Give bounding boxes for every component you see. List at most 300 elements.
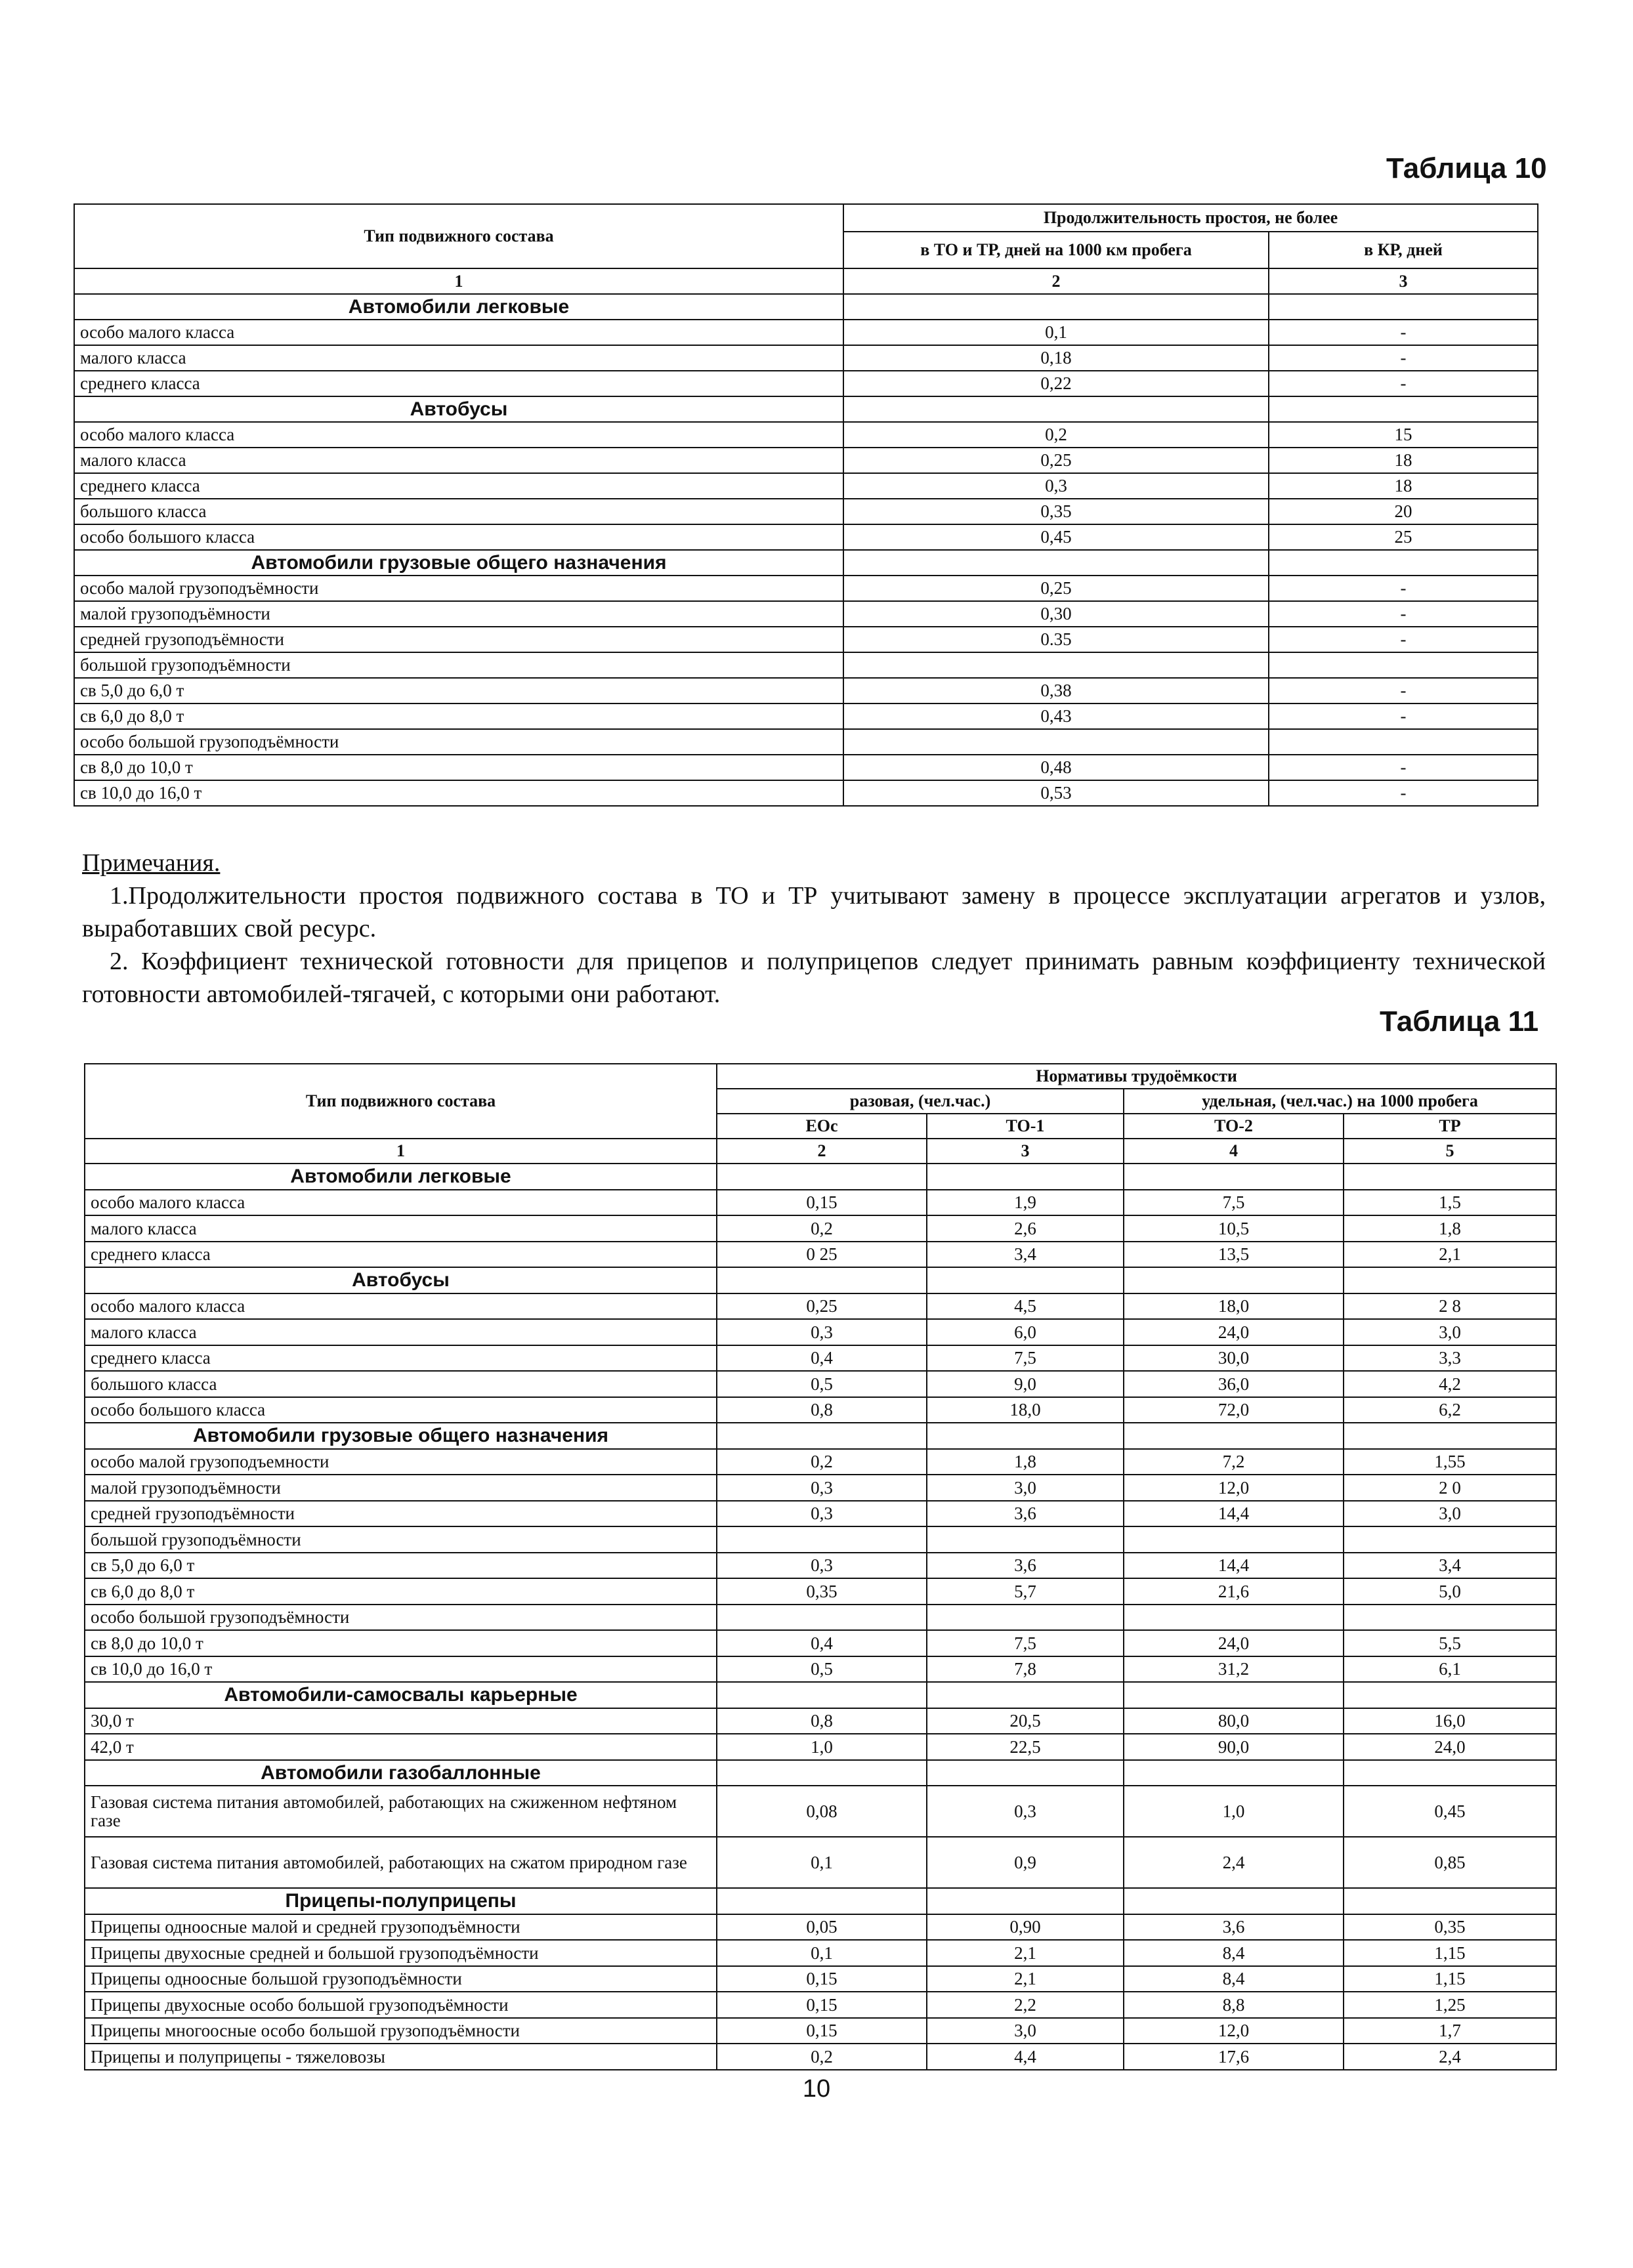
row-name: Прицепы одноосные большой грузоподъёмности xyxy=(85,1966,717,1992)
table-row xyxy=(85,1501,1556,1527)
cell-to2: 8,4 xyxy=(1124,1966,1344,1992)
cell-to1 xyxy=(927,1605,1124,1631)
table-row xyxy=(85,1630,1556,1656)
cell-kr: 15 xyxy=(1269,422,1538,448)
section-row xyxy=(85,1164,1556,1190)
cell-eo: 0,15 xyxy=(717,2018,927,2044)
empty-cell xyxy=(1344,1164,1556,1190)
cell-tr: 1,25 xyxy=(1344,1992,1556,2018)
cell-tr: 2 0 xyxy=(1344,1475,1556,1501)
cell-to2: 72,0 xyxy=(1124,1397,1344,1423)
cell-to2: 36,0 xyxy=(1124,1371,1344,1397)
empty-cell xyxy=(843,550,1269,576)
row-name: большого класса xyxy=(74,499,843,524)
row-name: особо малого класса xyxy=(74,422,843,448)
cell-to2: 21,6 xyxy=(1124,1578,1344,1605)
cell-to-tr: 0,25 xyxy=(843,576,1269,601)
empty-cell xyxy=(1124,1267,1344,1293)
cell-to2: 10,5 xyxy=(1124,1215,1344,1242)
row-name: св 6,0 до 8,0 т xyxy=(85,1578,717,1605)
cell-to1: 2,2 xyxy=(927,1992,1124,2018)
row-name: средней грузоподъёмности xyxy=(85,1501,717,1527)
t10-colnum-1: 1 xyxy=(74,268,843,294)
cell-to2: 7,5 xyxy=(1124,1190,1344,1216)
empty-cell xyxy=(717,1682,927,1708)
notes-title: Примечания. xyxy=(82,849,221,877)
t10-colnum-3: 3 xyxy=(1269,268,1538,294)
empty-cell xyxy=(717,1423,927,1449)
cell-tr: 0,35 xyxy=(1344,1914,1556,1941)
cell-eo: 0 25 xyxy=(717,1242,927,1268)
cell-tr: 1,55 xyxy=(1344,1449,1556,1475)
row-name: особо малой грузоподъемности xyxy=(85,1449,717,1475)
empty-cell xyxy=(1344,1423,1556,1449)
cell-to1: 4,5 xyxy=(927,1293,1124,1320)
cell-to-tr: 0,2 xyxy=(843,422,1269,448)
row-name: св 10,0 до 16,0 т xyxy=(85,1656,717,1683)
cell-to1: 7,5 xyxy=(927,1345,1124,1372)
cell-eo: 0,2 xyxy=(717,2044,927,2070)
empty-cell xyxy=(717,1760,927,1786)
table-row xyxy=(74,601,1538,627)
table-row xyxy=(74,371,1538,396)
cell-to-tr: 0,25 xyxy=(843,448,1269,473)
table-row xyxy=(85,1992,1556,2018)
cell-to1: 22,5 xyxy=(927,1734,1124,1760)
cell-kr: - xyxy=(1269,678,1538,704)
table-row xyxy=(85,1190,1556,1216)
table-row xyxy=(85,1966,1556,1992)
cell-to2: 12,0 xyxy=(1124,2018,1344,2044)
empty-cell xyxy=(717,1267,927,1293)
cell-tr: 1,15 xyxy=(1344,1940,1556,1966)
section-row xyxy=(85,1682,1556,1708)
cell-eo: 0,1 xyxy=(717,1837,927,1888)
cell-to2: 80,0 xyxy=(1124,1708,1344,1734)
row-name: Газовая система питания автомобилей, работающих на сжиженном нефтяном газе xyxy=(85,1786,717,1837)
empty-cell xyxy=(927,1267,1124,1293)
row-name: Прицепы двухосные особо большой грузоподъёмности xyxy=(85,1992,717,2018)
cell-to2: 7,2 xyxy=(1124,1449,1344,1475)
row-name: св 5,0 до 6,0 т xyxy=(85,1553,717,1579)
cell-eo: 0,2 xyxy=(717,1449,927,1475)
section-row xyxy=(85,1423,1556,1449)
empty-cell xyxy=(1124,1682,1344,1708)
cell-to1: 5,7 xyxy=(927,1578,1124,1605)
table-row xyxy=(85,1475,1556,1501)
cell-tr: 5,5 xyxy=(1344,1630,1556,1656)
cell-tr: 3,0 xyxy=(1344,1319,1556,1345)
row-name: 30,0 т xyxy=(85,1708,717,1734)
notes xyxy=(82,847,1546,1011)
table-row xyxy=(85,1371,1556,1397)
section-row xyxy=(85,1267,1556,1293)
t11-head-to1: ТО-1 xyxy=(927,1114,1124,1139)
table10-caption: Таблица 10 xyxy=(1386,152,1547,184)
row-name: особо малого класса xyxy=(74,320,843,345)
cell-eo xyxy=(717,1605,927,1631)
row-name: Газовая система питания автомобилей, работающих на сжатом природном газе xyxy=(85,1837,717,1888)
table-row xyxy=(74,422,1538,448)
empty-cell xyxy=(1124,1423,1344,1449)
empty-cell xyxy=(843,294,1269,320)
empty-cell xyxy=(1124,1164,1344,1190)
cell-tr: 2,4 xyxy=(1344,2044,1556,2070)
cell-eo: 0,4 xyxy=(717,1345,927,1372)
cell-to-tr: 0,22 xyxy=(843,371,1269,396)
cell-tr: 1,8 xyxy=(1344,1215,1556,1242)
empty-cell xyxy=(717,1164,927,1190)
table-row xyxy=(85,1708,1556,1734)
table-row xyxy=(85,1786,1556,1837)
cell-tr xyxy=(1344,1605,1556,1631)
cell-tr: 1,7 xyxy=(1344,2018,1556,2044)
section-title: Автобусы xyxy=(74,396,843,422)
cell-to1: 2,6 xyxy=(927,1215,1124,1242)
cell-eo: 0,5 xyxy=(717,1371,927,1397)
t11-head-to2: ТО-2 xyxy=(1124,1114,1344,1139)
row-name: св 5,0 до 6,0 т xyxy=(74,678,843,704)
table-row xyxy=(74,652,1538,678)
table-row xyxy=(74,576,1538,601)
t11-colnum-5: 5 xyxy=(1344,1139,1556,1164)
t11-head-group: Нормативы трудоёмкости xyxy=(717,1064,1556,1089)
table-row xyxy=(85,1837,1556,1888)
t11-head-sub2: удельная, (чел.час.) на 1000 пробега xyxy=(1124,1089,1556,1114)
row-name: среднего класса xyxy=(74,473,843,499)
cell-to1: 0,90 xyxy=(927,1914,1124,1941)
row-name: малого класса xyxy=(74,448,843,473)
cell-kr: 18 xyxy=(1269,448,1538,473)
table-row xyxy=(74,473,1538,499)
empty-cell xyxy=(717,1888,927,1914)
cell-eo: 0,8 xyxy=(717,1708,927,1734)
cell-tr xyxy=(1344,1526,1556,1553)
cell-kr: - xyxy=(1269,371,1538,396)
row-name: малого класса xyxy=(85,1215,717,1242)
table-row xyxy=(85,1914,1556,1941)
cell-to1: 2,1 xyxy=(927,1966,1124,1992)
cell-to1: 7,8 xyxy=(927,1656,1124,1683)
cell-eo: 0,3 xyxy=(717,1319,927,1345)
section-title: Автобусы xyxy=(85,1267,717,1293)
cell-eo: 0,3 xyxy=(717,1501,927,1527)
cell-to2: 8,4 xyxy=(1124,1940,1344,1966)
row-name: Прицепы и полуприцепы - тяжеловозы xyxy=(85,2044,717,2070)
cell-tr: 1,15 xyxy=(1344,1966,1556,1992)
table-row xyxy=(85,1319,1556,1345)
cell-to1: 9,0 xyxy=(927,1371,1124,1397)
cell-to1 xyxy=(927,1526,1124,1553)
cell-kr: 18 xyxy=(1269,473,1538,499)
cell-eo: 0,5 xyxy=(717,1656,927,1683)
table-row xyxy=(85,1526,1556,1553)
table-row xyxy=(74,627,1538,652)
table-row xyxy=(74,755,1538,780)
empty-cell xyxy=(1124,1888,1344,1914)
table-row xyxy=(85,1242,1556,1268)
cell-to-tr xyxy=(843,729,1269,755)
cell-to2: 3,6 xyxy=(1124,1914,1344,1941)
cell-to-tr: 0.35 xyxy=(843,627,1269,652)
cell-tr: 2,1 xyxy=(1344,1242,1556,1268)
cell-tr: 0,85 xyxy=(1344,1837,1556,1888)
section-title: Автомобили легковые xyxy=(74,294,843,320)
table-row xyxy=(85,1553,1556,1579)
t11-head-type: Тип подвижного состава xyxy=(85,1064,717,1139)
cell-tr: 6,1 xyxy=(1344,1656,1556,1683)
empty-cell xyxy=(1269,550,1538,576)
cell-to1: 18,0 xyxy=(927,1397,1124,1423)
cell-tr: 4,2 xyxy=(1344,1371,1556,1397)
empty-cell xyxy=(1344,1888,1556,1914)
t11-colnum-3: 3 xyxy=(927,1139,1124,1164)
row-name: среднего класса xyxy=(74,371,843,396)
cell-kr: 20 xyxy=(1269,499,1538,524)
t11-colnum-1: 1 xyxy=(85,1139,717,1164)
cell-to-tr: 0,48 xyxy=(843,755,1269,780)
table-row xyxy=(85,1734,1556,1760)
cell-kr: - xyxy=(1269,601,1538,627)
cell-to1: 6,0 xyxy=(927,1319,1124,1345)
section-title: Автомобили легковые xyxy=(85,1164,717,1190)
cell-eo: 0,08 xyxy=(717,1786,927,1837)
cell-to2 xyxy=(1124,1605,1344,1631)
cell-kr: - xyxy=(1269,780,1538,806)
row-name: среднего класса xyxy=(85,1242,717,1268)
cell-to-tr: 0,45 xyxy=(843,524,1269,550)
cell-to2: 30,0 xyxy=(1124,1345,1344,1372)
cell-kr: - xyxy=(1269,320,1538,345)
cell-kr: - xyxy=(1269,704,1538,729)
row-name: Прицепы одноосные малой и средней грузоподъёмности xyxy=(85,1914,717,1941)
row-name: Прицепы многоосные особо большой грузоподъёмности xyxy=(85,2018,717,2044)
table-row xyxy=(85,2044,1556,2070)
cell-kr xyxy=(1269,729,1538,755)
cell-kr: - xyxy=(1269,627,1538,652)
cell-eo: 0,1 xyxy=(717,1940,927,1966)
cell-eo: 0,25 xyxy=(717,1293,927,1320)
cell-to-tr xyxy=(843,652,1269,678)
cell-tr: 3,0 xyxy=(1344,1501,1556,1527)
t11-body xyxy=(85,1164,1556,2070)
cell-to2: 14,4 xyxy=(1124,1501,1344,1527)
cell-to2: 31,2 xyxy=(1124,1656,1344,1683)
table-row xyxy=(74,704,1538,729)
cell-eo: 0,3 xyxy=(717,1475,927,1501)
table-row xyxy=(85,1656,1556,1683)
table-row xyxy=(85,1345,1556,1372)
cell-eo: 0,15 xyxy=(717,1992,927,2018)
t10-head-group: Продолжительность простоя, не более xyxy=(843,204,1538,232)
t10-head-col3: в КР, дней xyxy=(1269,232,1538,268)
cell-eo xyxy=(717,1526,927,1553)
table-row xyxy=(85,1605,1556,1631)
cell-tr: 24,0 xyxy=(1344,1734,1556,1760)
cell-to1: 3,0 xyxy=(927,1475,1124,1501)
cell-to1: 1,9 xyxy=(927,1190,1124,1216)
empty-cell xyxy=(1344,1267,1556,1293)
t11-head-eo: ЕОс xyxy=(717,1114,927,1139)
row-name: особо большого класса xyxy=(74,524,843,550)
cell-to2 xyxy=(1124,1526,1344,1553)
t10-head-col2: в ТО и ТР, дней на 1000 км пробега xyxy=(843,232,1269,268)
cell-to2: 12,0 xyxy=(1124,1475,1344,1501)
empty-cell xyxy=(927,1164,1124,1190)
cell-to1: 3,0 xyxy=(927,2018,1124,2044)
cell-tr: 6,2 xyxy=(1344,1397,1556,1423)
empty-cell xyxy=(1344,1760,1556,1786)
table-row xyxy=(74,780,1538,806)
cell-kr: - xyxy=(1269,345,1538,371)
cell-tr: 2 8 xyxy=(1344,1293,1556,1320)
row-name: большого класса xyxy=(85,1371,717,1397)
cell-kr xyxy=(1269,652,1538,678)
cell-eo: 1,0 xyxy=(717,1734,927,1760)
empty-cell xyxy=(927,1760,1124,1786)
cell-eo: 0,2 xyxy=(717,1215,927,1242)
table-row xyxy=(74,678,1538,704)
cell-tr: 3,3 xyxy=(1344,1345,1556,1372)
row-name: большой грузоподъёмности xyxy=(74,652,843,678)
row-name: малой грузоподъёмности xyxy=(85,1475,717,1501)
t10-head-type: Тип подвижного состава xyxy=(74,204,843,268)
page-number: 10 xyxy=(802,2075,831,2103)
t10-colnum-2: 2 xyxy=(843,268,1269,294)
table-row xyxy=(74,448,1538,473)
row-name: особо малого класса xyxy=(85,1190,717,1216)
table-11 xyxy=(84,1063,1557,2070)
cell-to-tr: 0,18 xyxy=(843,345,1269,371)
cell-to1: 0,3 xyxy=(927,1786,1124,1837)
row-name: св 8,0 до 10,0 т xyxy=(74,755,843,780)
cell-eo: 0,35 xyxy=(717,1578,927,1605)
cell-to2: 14,4 xyxy=(1124,1553,1344,1579)
table-10 xyxy=(74,203,1538,807)
t11-head-tr: ТР xyxy=(1344,1114,1556,1139)
table11-caption: Таблица 11 xyxy=(1380,1005,1539,1038)
cell-to2: 8,8 xyxy=(1124,1992,1344,2018)
table-row xyxy=(85,1940,1556,1966)
t11-colnum-2: 2 xyxy=(717,1139,927,1164)
cell-to1: 3,6 xyxy=(927,1501,1124,1527)
cell-to1: 3,6 xyxy=(927,1553,1124,1579)
table-row xyxy=(85,1215,1556,1242)
cell-to-tr: 0,35 xyxy=(843,499,1269,524)
row-name: особо большого класса xyxy=(85,1397,717,1423)
table-row xyxy=(85,1397,1556,1423)
cell-kr: - xyxy=(1269,755,1538,780)
note-2: 2. Коэффициент технической готовности для прицепов и полуприцепов следует принимать равным коэффициенту технической готовности автомобилей-тягачей, с которыми они работают. xyxy=(82,948,1546,1008)
row-name: св 10,0 до 16,0 т xyxy=(74,780,843,806)
cell-eo: 0,15 xyxy=(717,1190,927,1216)
row-name: св 6,0 до 8,0 т xyxy=(74,704,843,729)
cell-to-tr: 0,1 xyxy=(843,320,1269,345)
table-row xyxy=(74,320,1538,345)
cell-to2: 17,6 xyxy=(1124,2044,1344,2070)
section-row xyxy=(74,396,1538,422)
table-row xyxy=(74,499,1538,524)
cell-tr: 16,0 xyxy=(1344,1708,1556,1734)
section-row xyxy=(85,1888,1556,1914)
cell-tr: 1,5 xyxy=(1344,1190,1556,1216)
cell-eo: 0,8 xyxy=(717,1397,927,1423)
cell-tr: 0,45 xyxy=(1344,1786,1556,1837)
cell-kr: - xyxy=(1269,576,1538,601)
section-row xyxy=(74,294,1538,320)
cell-to-tr: 0,30 xyxy=(843,601,1269,627)
t11-colnum-4: 4 xyxy=(1124,1139,1344,1164)
empty-cell xyxy=(843,396,1269,422)
cell-to1: 1,8 xyxy=(927,1449,1124,1475)
row-name: малой грузоподъёмности xyxy=(74,601,843,627)
section-title: Прицепы-полуприцепы xyxy=(85,1888,717,1914)
cell-to1: 0,9 xyxy=(927,1837,1124,1888)
cell-to2: 1,0 xyxy=(1124,1786,1344,1837)
row-name: особо малой грузоподъёмности xyxy=(74,576,843,601)
t11-head-sub1: разовая, (чел.час.) xyxy=(717,1089,1124,1114)
empty-cell xyxy=(927,1423,1124,1449)
row-name: особо большой грузоподъёмности xyxy=(74,729,843,755)
cell-eo: 0,3 xyxy=(717,1553,927,1579)
cell-to-tr: 0,38 xyxy=(843,678,1269,704)
cell-to2: 24,0 xyxy=(1124,1630,1344,1656)
empty-cell xyxy=(927,1888,1124,1914)
empty-cell xyxy=(1344,1682,1556,1708)
cell-eo: 0,15 xyxy=(717,1966,927,1992)
cell-to2: 13,5 xyxy=(1124,1242,1344,1268)
cell-to1: 3,4 xyxy=(927,1242,1124,1268)
table-row xyxy=(74,729,1538,755)
table-row xyxy=(85,2018,1556,2044)
table-row xyxy=(74,345,1538,371)
row-name: малого класса xyxy=(85,1319,717,1345)
cell-tr: 3,4 xyxy=(1344,1553,1556,1579)
section-title: Автомобили-самосвалы карьерные xyxy=(85,1682,717,1708)
empty-cell xyxy=(1124,1760,1344,1786)
row-name: св 8,0 до 10,0 т xyxy=(85,1630,717,1656)
cell-to1: 2,1 xyxy=(927,1940,1124,1966)
empty-cell xyxy=(1269,396,1538,422)
section-title: Автомобили грузовые общего назначения xyxy=(85,1423,717,1449)
cell-to-tr: 0,3 xyxy=(843,473,1269,499)
table-row xyxy=(85,1578,1556,1605)
section-title: Автомобили газобаллонные xyxy=(85,1760,717,1786)
cell-eo: 0,4 xyxy=(717,1630,927,1656)
cell-to2: 90,0 xyxy=(1124,1734,1344,1760)
row-name: большой грузоподъёмности xyxy=(85,1526,717,1553)
cell-to2: 18,0 xyxy=(1124,1293,1344,1320)
section-title: Автомобили грузовые общего назначения xyxy=(74,550,843,576)
note-1: 1.Продолжительности простоя подвижного состава в ТО и ТР учитывают замену в процессе эксплуатации агрегатов и узлов, выработавших свой ресурс. xyxy=(82,882,1546,942)
cell-eo: 0,05 xyxy=(717,1914,927,1941)
table-row xyxy=(85,1449,1556,1475)
empty-cell xyxy=(1269,294,1538,320)
section-row xyxy=(85,1760,1556,1786)
section-row xyxy=(74,550,1538,576)
cell-to2: 24,0 xyxy=(1124,1319,1344,1345)
table-row xyxy=(85,1293,1556,1320)
row-name: особо малого класса xyxy=(85,1293,717,1320)
table-row xyxy=(74,524,1538,550)
row-name: среднего класса xyxy=(85,1345,717,1372)
cell-to2: 2,4 xyxy=(1124,1837,1344,1888)
row-name: средней грузоподъёмности xyxy=(74,627,843,652)
cell-tr: 5,0 xyxy=(1344,1578,1556,1605)
row-name: 42,0 т xyxy=(85,1734,717,1760)
cell-to1: 4,4 xyxy=(927,2044,1124,2070)
cell-to-tr: 0,43 xyxy=(843,704,1269,729)
